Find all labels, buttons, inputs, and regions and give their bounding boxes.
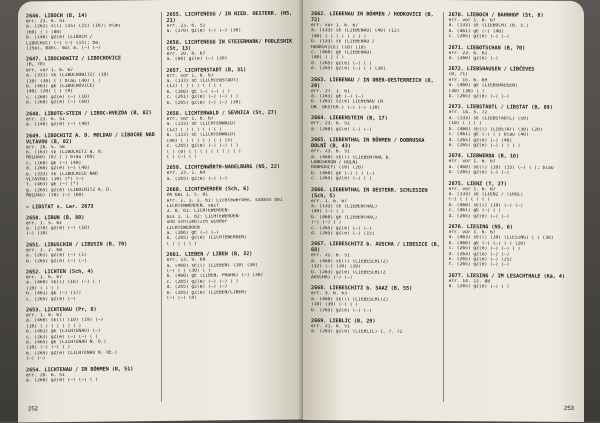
catalogue-entry [311,318,441,336]
entry-line: a. (133) sE (LIEBENAU) (40) (12) [311,28,400,35]
entry-line: (12) ( ) ( ) ( ) ( ) [166,83,222,90]
entry-line: (40) (20) ( ) (9) [26,89,74,95]
entry-line: b. (160) gE (—) (—) ( ) [166,89,231,95]
entry-heading: 2649. LIBOCHITZ A. D. MOLDAU / LIBOCHE NAD VLTAVOU (B, 82) [26,131,158,145]
entry-line: (B, 71) [448,72,468,78]
catalogue-entry [311,187,441,238]
right-page-column-1 [311,11,441,421]
entry-line: d. (265) gZ(e) (—) (—) [166,284,228,291]
entry-line: d. (260) gZ(e) (—) (60) [26,100,90,106]
entry-line: b. (460) sE(l) (10) (—) (—) [448,202,524,209]
entry-heading: 2658. LICHTENWALD / SEVNICA (St, 27) [166,109,277,118]
entry-heading: 2669. LIEBLIC (B, 29) [311,318,376,325]
entry-line: (40) ( ) ( ) [311,55,345,61]
entry-line: HODKOVICE) (10) (10) [311,44,367,51]
entry-line: err. 14. 5. 72 [448,110,488,116]
entry-line: err. vor 1. 6. 67 [311,23,359,29]
entry-line: err. vor 1. 6. 67 [448,230,496,236]
entry-line: c. (265) gZ(e) (—) (—) [311,225,372,232]
entry-line: err. 15. 6. 69 [448,77,488,84]
entry-line: PA bei 1. 5. 81 [166,192,208,199]
entry-line: bis 1. 1. 82: LICHTEWERDEN- [166,213,242,220]
entry-line: b. (263) gZ(e) (LIEBESCHITZ [311,269,386,276]
entry-line: c. (160) gE (—) (40) [26,160,82,167]
catalogue-entry [311,241,441,281]
entry-line: b. (265) gZ(e) (—) (—) [448,170,510,176]
catalogue-entry [311,11,441,73]
entry-line: ( ) ( ) ( ) [166,241,197,247]
entry-line: a. (265) gZ(e) (—) (—) [166,176,228,182]
entry-heading: 2651. LIBUSCHIN / LIBUSIN (B, 70) [26,241,128,249]
entry-line: a. (460) sE(l) (10) (19) (—) [26,318,104,324]
entry-line: c. (265) gZ(e) (—) (—) ( ) [166,143,239,150]
catalogue-entry [26,132,159,199]
entry-line: err. 27. 1. 61 [311,88,350,95]
entry-line: err. 23. 6. 61 [448,50,488,56]
entry-line: (15a), Bahl. mul a. (—) (—) [26,45,101,52]
entry-line: (—) ( ) (30) ( ) [166,268,211,274]
entry-heading: 2671. LIEBOTSCHAN (B, 70) [448,44,526,52]
entry-line: err. 23. 6. 51 [26,19,65,25]
catalogue-entry [449,153,579,176]
entry-line: a. (460) sE(l) (10) (15) (—) ( ); blau [448,164,554,171]
entry-line: (10) ( ) ( ) [26,285,60,292]
entry-line: d. (265) gZ(e) (—) (40) [448,137,513,143]
entry-line: err. 20. 6. 51 [26,372,65,379]
entry-line: e. (265) gZ(e) (—) ( ) (30) [311,66,386,72]
entry-line: LANDSKRON / DOLNI [311,159,359,166]
left-page [18,0,305,423]
entry-line: a. (260) gZ(e) (—) [448,56,499,62]
entry-line: VLTAVOU) (10) (*) (—) [26,176,85,183]
entry-line: b. (460) gE (—) ( ) (—) [311,170,375,177]
catalogue-entry [311,137,441,182]
entry-line: LICHTEWERDEN [166,225,200,231]
page-number-left: 252 [28,406,39,413]
entry-heading: 2654. LICHTENAU / IN BÖHMEN (B, 51) [26,365,134,374]
entry-line: (10) (—) (—) ( ) [26,345,71,351]
catalogue-entry [449,181,579,220]
entry-line: b. (265) gZ(e) (—) (—) [26,258,87,265]
entry-heading: 2661. LIEBEN / LIBEN (B, 32) [166,251,253,259]
entry-line: (—) (10) [26,231,49,237]
entry-line: b. (265) gZ(e) (LICHTEWERDEN) [166,235,247,242]
entry-heading: 2657. LICHTENSTADT (B, 31) [166,66,247,74]
entry-line: d. (260) gZ(e) (—) (40) [26,165,90,172]
catalogue-entry [26,214,159,238]
entry-line: (—) (—) [26,356,46,362]
open-book [18,0,584,421]
entry-heading: 2646. LIBOCH (B, 14) [26,12,88,20]
entry-heading: 2672. LIEBSHAUSEN / LIBČEVES [448,66,535,74]
entry-line: err. 21. 6. 51 [311,324,350,330]
entry-line: err. 23. 6. 51 [311,149,350,155]
entry-line: b. (460) gE (—) (—) ( ) (20) [448,240,526,247]
catalogue-entry [26,203,159,210]
entry-line: MOLDAU) (10) (—) (60) [26,192,85,199]
entry-line: e. (265) gZ(e) (LICHTENAU N. OE.) [26,350,118,357]
column-divider [161,12,162,402]
entry-heading: 2675. LIENZ (T, 27) [448,180,507,187]
catalogue-entry [449,105,579,150]
entry-line: b. (460) gE (LIEBENTHAL) [311,214,378,221]
entry-line: e. (333) sE (LIBOCHICE NAD [26,171,98,177]
entry-line: err. 23. 6. 51 [26,116,65,123]
entry-line: b. (163) sE (LIBOCHITZ a. d. [26,149,104,156]
entry-line: a. (331) sE (LIBOCHOWITZ) (10) [26,72,109,79]
entry-line: LIBOCHIC) (—) (—) (15); ba. [26,40,101,47]
entry-line: a. (60) gZ(e) (—) (30) [166,56,228,63]
catalogue-entry [449,45,579,63]
entry-line: (40) ( ) ( ) ( ) ( ) (5) [166,137,233,144]
entry-line: (—) (—) (8) [166,295,197,301]
catalogue-entry [26,241,159,265]
entry-heading: 2660. LICHTEWERDEN (Sch, 6) [166,186,250,194]
entry-line: b. (461) gE (LICHTENAU) (—) [26,328,101,335]
entry-line: (10) (30) ( ) blau (40) ( ) [26,78,101,85]
entry-heading: 2673. LIEBSTADTL / LIBSTAT (B, 89) [448,104,553,112]
entry-line: f. (265) gZ(e) (—) (—) [448,262,510,268]
entry-line: d. (265) gZ(e) (—) ( ) [311,60,372,67]
entry-line: err. 22. 6. 51 [311,253,350,259]
left-page-column-2 [167,11,300,421]
catalogue-entry [167,110,300,161]
entry-line: (12) (—) (10) (10) [311,264,361,270]
entry-line: a. (163) gE (—) (—) [311,94,364,100]
entry-line: d. (263) gZ(e) (—) (—) [448,251,510,258]
catalogue-entry [449,273,579,291]
entry-line: a. (463) sE(l) (10) (LIESING) ( ) (30) [448,235,554,242]
entry-line: err. vor 1. 6. 67 [448,186,496,192]
entry-line: err. vor 1. 6. 67 [26,67,74,74]
entry-heading: 2662. LIEBENAU IN BÖHMEN / HODKOVICE (B, 72) [311,11,437,24]
entry-line: err. vor 1. 6. 67 [448,18,496,24]
entry-line: err. 14. 12. 88 [448,278,490,285]
entry-line: (—) (—) ( ) [311,220,342,226]
entry-line: a. (260) gZ(e) (—) (—) ( ) [26,377,98,384]
entry-line: f. (463) gE (—) (*) [26,182,79,188]
entry-line: err. 23. 6. 51 [166,23,206,29]
entry-line: (40) (—) ( ) [311,209,345,215]
entry-heading: 2652. LICHTEN (Sch, 4) [26,268,94,276]
right-page [303,0,584,422]
entry-line: b. (463) gE (LIBOCHOVICE) [26,83,96,90]
entry-heading: 2668. LIEBESCHITZ b. SAAZ (B, 55) [311,285,413,293]
catalogue-entry [167,186,300,247]
entry-line: b. (133) sE (LIEBENAU / [311,39,375,45]
catalogue-entry [26,55,159,106]
catalogue-entry [167,164,300,182]
entry-line: (10) ( ) ( ) [448,121,482,127]
entry-line: b. (460) sE(l) (LIBSTAT) (30) (20) [448,126,543,133]
entry-line: b. (461) gE (—) (17) [26,291,82,297]
entry-heading: 2674. LIEBWERDA (B, 10) [448,153,520,160]
entry-line: c. (260) gZ(e) (—) (10) [26,94,90,101]
entry-heading: 2656. LICHTENEGG IN STEIERMARK/ PODLESNIK (St, 13) [166,38,296,52]
entry-line: a. (265) gZ(e) (—) ( ) [448,284,510,290]
entry-line: b. (460) gE (LIBEN, PRAHA) (—) (30) [166,273,264,280]
entry-line: d. (265) gZ(e) (—) (15) [311,231,375,237]
entry-line: e. (265) gZ(e) (LIEBEN/LIBEN) [166,289,247,296]
entry-line: und schließlich wieder [166,219,228,226]
catalogue-entry [167,251,300,302]
entry-line: a. (263) gZ(e) (LIEBLIC) 1. 7. 72 [311,329,403,336]
entry-heading: 2666. LIEBENTHAL IN OESTERR. SCHLESIEN (Sch, 5) [311,186,431,199]
entry-heading: 2647. LIBOCHOWITZ / LIBOCHOVICE [26,55,122,63]
entry-line: (40) ( ) ( ) ( ) ( ) [311,33,367,40]
entry-line: err. 1. 8. 67 [26,313,62,319]
entry-heading: 2663. LIEBENAU / IN OBER-OESTERREICH (O, 20) [311,76,437,89]
catalogue-entry [26,366,159,384]
entry-line: e. (265) gZ(e) (—) (25) [448,257,513,263]
entry-line: g. (265) gZ(e) (LIBOCHITZ A. D. [26,187,112,194]
entry-heading: 2650. LIBUN (B, 80) [26,214,85,221]
catalogue-entry [167,38,300,62]
entry-line: b. (461) gE (—) (40) [448,28,504,35]
entry-line: b. (265) gZ(e) (—) (—) [311,307,372,314]
entry-line: err. 1. 6. 67 [311,198,347,204]
entry-line: err. vor 1. 6. 67 [166,116,214,123]
entry-line: c. (461) gE (—) ( ) [448,208,502,214]
entry-line: a. (262) s(l) (15) (15) (16); blau [26,23,121,30]
catalogue-entry [311,77,441,112]
catalogue-entry [449,12,579,41]
entry-line: a. (261) gZ(e) (—) (1) [26,252,87,259]
entry-line: e. (265) gZ(e) (—) ( ) ( ) [448,142,521,149]
entry-line: MOLDAU) (8) ( ) blau (60) [26,155,96,161]
entry-line: a. (133) sE (LICHTENWALD) [166,121,236,128]
entry-heading: 2667. LIEBESCHITZ b. AUSCHA / LIBESICE (B, 68) [311,241,443,254]
entry-line: err. 1. 6. 67 [26,275,62,281]
entry-line: err. 13. 9. 69 [166,257,206,264]
catalogue-entry [167,66,300,106]
entry-line: a. (370) gZ(e) (—) (—) (30) [166,28,242,35]
entry-line: OB. OESTER.) (—) (—) (30) [311,104,381,111]
entry-line: c. (265) gZ(e) (—) ( ) [311,176,372,182]
entry-line: err. vor 1. 6. 67 [166,73,214,79]
entry-line: a. (460) sE(l) (LIEBEN) (10) (30) [166,262,258,269]
entry-line: (10) (30) (—) ( ) [311,302,359,308]
entry-line: c. (265) gZ(e) (—) (—) [448,34,510,40]
entry-heading: 2664. LIEBENSTEIN (B, 17) [311,115,388,122]
entry-line: 3. 8. 61: LICHTEWERDEN- [166,208,231,215]
entry-line: b. (265) gZ(e) (—) (—) [448,94,510,100]
entry-line: c. (461) gE (—) ( ) blau (40) [448,132,529,138]
entry-line: d. (465) gE (LICHTENAU N. O.) [26,339,107,346]
catalogue-entry [26,268,159,302]
entry-heading: 2677. LIESING / IM LESACHTHALE (Kä, 4) [448,272,566,280]
catalogue-entry [449,224,579,269]
entry-line: a. (260) gZ(e) (—) (—) [311,126,372,133]
entry-line: err. 23. 1. 64 [166,170,206,177]
entry-line: c. (261) gZ(e) (—) (—) ( ) [26,334,98,341]
left-page-column-1 [26,12,159,422]
entry-line: b. (140) gZ(e) (LIBOCH / [26,34,93,41]
entry-line: DOBROUCY) (10) (20) [311,165,364,171]
entry-line: a. (133) sE (LIEBENTHAL) [311,204,378,210]
entry-line: (30) (30) ( ) [448,88,485,94]
entry-line: err. 1. 5. 61 [26,220,62,226]
entry-line: a. (270) gZ(e) (—) (10) [26,225,90,232]
entry-line: c. (460) gE (LIEBENAU) [311,50,372,56]
entry-line: err. 1. 2. 68 [26,247,62,254]
entry-line: err. vor 1. 6. 67 [448,159,496,165]
entry-line: err. 28. 5. 58 [26,144,65,150]
entry-heading: 2659. LICHTENWÖRTH-NADELBURG (N5, 22) [166,164,280,172]
entry-line: a. (460) sE(l) (LIEBENTHAL b. [311,154,392,161]
entry-line: d. (265) gZ(e) (—) (—) [448,213,510,220]
entry-line: ( ) (—) ( ) [166,154,197,160]
entry-line: c. (265) gZ(e) (—) (—) ( ) [166,279,239,285]
entry-line: a. (460) sE(l) (LIEBESCHITZ) [311,296,389,303]
entry-line: a. (460) sE(l) (16) (—) ( ) [26,280,101,286]
entry-line: a. (133) sE (LICHTENSTADT) [166,78,239,84]
entry-line: b. (263) sZ(e) LIEBENAU IN [311,99,383,106]
entry-line: (60) ( ) (80) [26,29,62,36]
entry-line: err. 20. 8. 67 [166,51,206,57]
entry-line: a. (166) gE (—) (—) [166,230,220,236]
entry-line: err. 3. 6. 63 [311,291,347,297]
entry-line: a. (133) sE (LIEBOCH) (B. S.) [448,23,529,30]
entry-line: b. (133) sE (LICHTENWALD) [166,132,236,139]
entry-line: (—) ( ) ( ) ( ) [448,197,490,203]
entry-line: a. (140) gZ(e) (—) (40) [26,121,90,128]
entry-heading: 2670. LIEBOCH / BAHNHOF (St, 8) [448,12,544,19]
entry-line: c. (265) gZ(e) (—) [26,296,76,303]
entry-line: (12) ( ) ( ) ( ) ( ) [166,127,222,133]
entry-heading: 2655. LICHTENEGG / IN NIED. OESTERR. (N5, 21) [166,10,296,24]
entry-line: err. 1. 1. 1. 61: Lichtewerden, sodass bei [166,197,283,204]
entry-line: c. (261) gZ(e) (—) (—) ( ) [166,94,239,101]
entry-heading: 2676. LIESING (N5, 6) [448,224,513,231]
entry-line: a. (133) sE (LIENZ / TIROL) [448,191,524,198]
column-divider [443,12,444,402]
entry-heading: 2653. LICHTENAU (Pr, 8) [26,306,97,314]
catalogue-entry [311,285,441,314]
catalogue-entry [449,66,579,100]
entry-line: (10) ( ) ( ) ( ) ( ) [26,323,82,330]
entry-heading: 2648. LIBOTE-STEIN / LIBOC-HVEZDA (B, 82) [26,109,152,118]
entry-line: LICHTENWERDEN. seit [166,203,220,209]
catalogue-entry [311,115,441,133]
entry-line: b. (265) gZ(e) (—) (—) (30) [166,99,242,106]
catalogue-entry [167,11,300,35]
entry-heading: 2665. LIEBENTHAL IN BÖHMEN / DOBRUSKA DOLNÍ (B, 43) [311,137,428,150]
entry-line: a. (460) gE (LIEBSHAUSEN) [448,83,518,89]
entry-line: ( ) (0) ( ) ( ) ( ) ( ) ( ) [166,148,242,155]
entry-line: err. 23. 6. 51 [311,121,350,127]
page-number-right: 253 [563,405,574,412]
right-page-column-2 [449,12,579,422]
entry-line: (B, 70) [26,62,46,68]
catalogue-entry [26,12,159,52]
entry-line: c. (265) gZ(e) (—) (—) ( ) [448,246,521,252]
entry-line: a. (133) sE (LIEBSTADTL) (50) [448,115,529,122]
entry-line: AUSCHA) (—) (—) [311,275,353,281]
entry-line: a. (460) sE(l) (LIEBESCHITZ) [311,258,389,265]
entry-heading: — LIBSTAT s. Ler. 2673 [26,203,94,210]
catalogue-entry [26,306,159,362]
catalogue-entry [26,110,159,128]
